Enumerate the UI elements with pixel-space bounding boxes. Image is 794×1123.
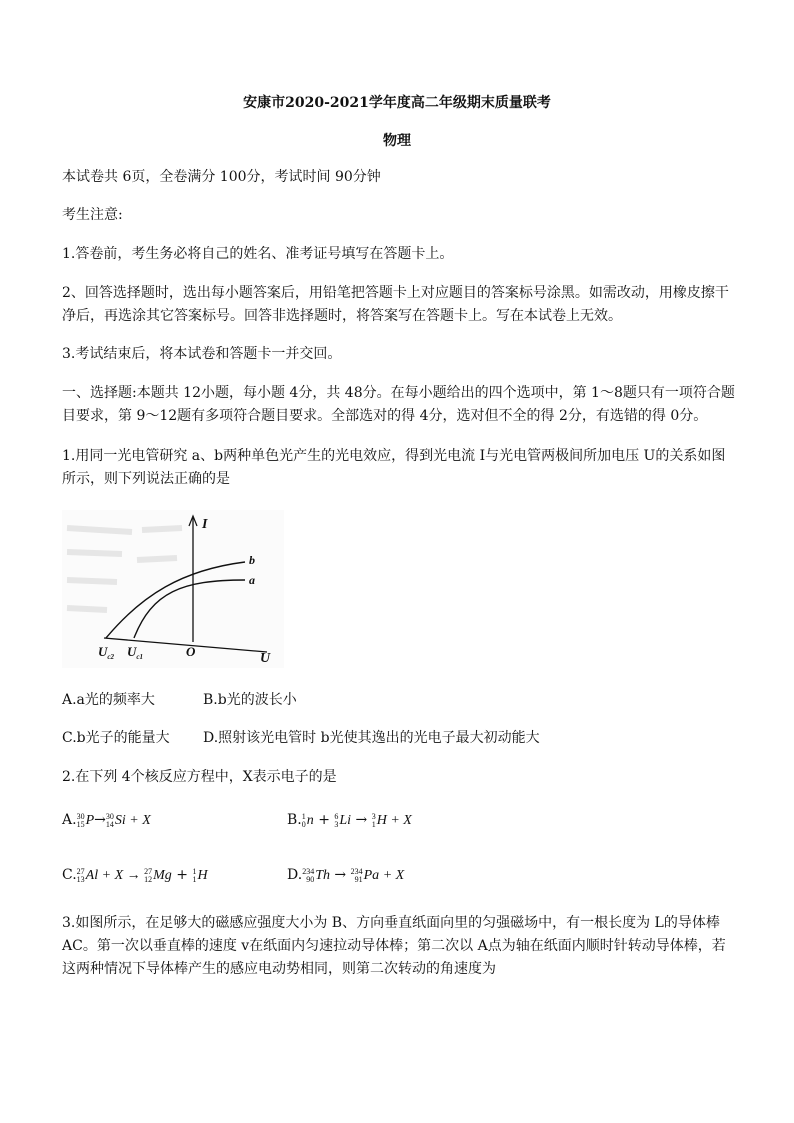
exam-title: 安康市2020-2021学年度高二年级期末质量联考 — [243, 95, 551, 111]
q1-option-c: C.b光子的能量大 — [62, 730, 170, 746]
curve-b-label: b — [249, 553, 255, 567]
q3-line-1: 3.如图所示，在足够大的磁感应强度大小为 B、方向垂直纸面向里的匀强磁场中，有一根长度为 L的导体棒 — [62, 915, 720, 931]
q3-line-2: AC。第一次以垂直棒的速度 v在纸面内匀速拉动导体棒；第二次以 A点为轴在纸面内顺时针转动导体棒，若 — [62, 938, 726, 954]
i-axis-label: I — [202, 517, 208, 532]
iu-graph — [62, 510, 284, 668]
notice-item-1: 1.答卷前，考生务必将自己的姓名、准考证号填写在答题卡上。 — [62, 246, 454, 262]
section-1-line-2: 目要求，第 9～12题有多项符合题目要求。全部选对的得 4分，选对但不全的得 2分，有选错的得 0分。 — [62, 408, 708, 424]
q2-stem: 2.在下列 4个核反应方程中，X表示电子的是 — [62, 769, 337, 785]
q1-stem-line-2: 所示，则下列说法正确的是 — [62, 471, 230, 487]
q2-option-d: D. 234 90 Th → 234 91 Pa + X — [287, 866, 405, 884]
q1-figure — [62, 510, 284, 668]
notice-label: 考生注意: — [62, 207, 123, 223]
q2-option-b: B. 1 0 n + 6 3 Li → 3 1 H + X — [287, 811, 412, 829]
q2-option-a: A. 30 15 P→ 30 14 Si + X — [62, 811, 151, 829]
uc1-label: $U_{c1}$ — [127, 644, 143, 661]
q1-stem-line-1: 1.用同一光电管研究 a、b两种单色光产生的光电效应，得到光电流 I与光电管两极间所加电压 U的关系如图 — [62, 448, 726, 464]
curve-a — [134, 580, 245, 638]
u-axis-label: U — [260, 651, 271, 666]
q2-option-c: C. 27 13 Al + X → 27 12 Mg + 1 1 H — [62, 866, 208, 884]
curve-b — [106, 562, 245, 638]
q1-option-d: D.照射该光电管时 b光使其逸出的光电子最大初动能大 — [203, 730, 540, 746]
q1-option-b: B.b光的波长小 — [203, 692, 297, 708]
exam-subject: 物理 — [383, 133, 411, 149]
q1-option-a: A.a光的频率大 — [62, 692, 155, 708]
section-1-line-1: 一、选择题:本题共 12小题，每小题 4分，共 48分。在每小题给出的四个选项中，第 1～8题只有一项符合题 — [62, 385, 735, 401]
uc2-label: $U_{c2}$ — [98, 644, 114, 661]
notice-item-2-line-2: 净后，再选涂其它答案标号。回答非选择题时，将答案写在答题卡上。写在本试卷上无效。 — [62, 308, 622, 324]
notice-item-3: 3.考试结束后，将本试卷和答题卡一并交回。 — [62, 346, 342, 362]
notice-item-2-line-1: 2、回答选择题时，选出每小题答案后，用铅笔把答题卡上对应题目的答案标号涂黑。如需改动，用橡皮擦干 — [62, 285, 729, 301]
exam-intro: 本试卷共 6页，全卷满分 100分，考试时间 90分钟 — [62, 169, 381, 185]
origin-label: O — [186, 644, 196, 659]
faded-background-marks — [67, 528, 182, 610]
q3-line-3: 这两种情况下导体棒产生的感应电动势相同，则第二次转动的角速度为 — [62, 961, 496, 977]
curve-a-label: a — [249, 573, 255, 587]
